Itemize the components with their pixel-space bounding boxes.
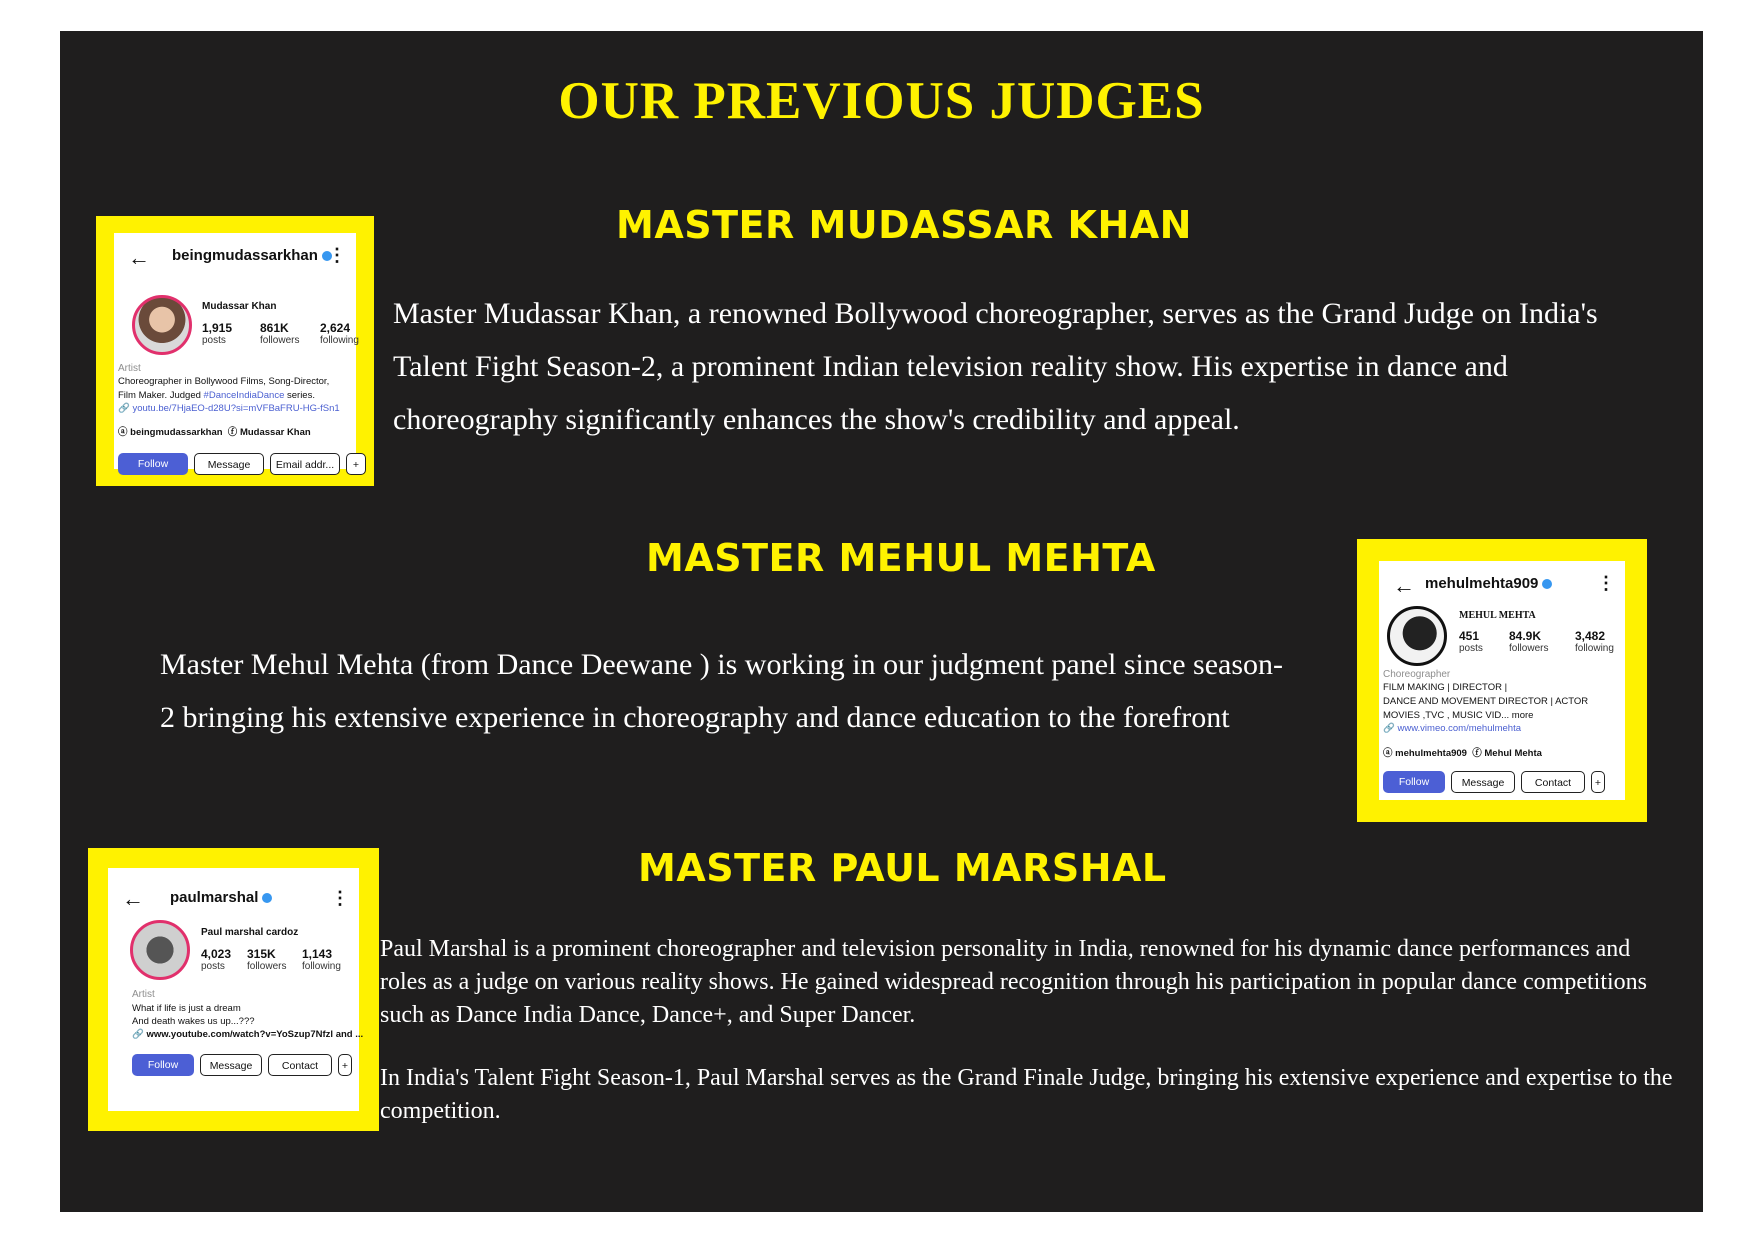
following-count: 3,482 following [1575, 629, 1614, 654]
verified-badge-icon [262, 893, 272, 903]
judge-bio-paul-p1: Paul Marshal is a prominent choreographer and television personality in India, renowned for his dynamic dance performances and roles as a judge on various reality shows. He gained widespread recognition through his participation in popular dance competitions such as Dance India Dance, Dance+, and Super Dancer. [380, 936, 1648, 1028]
following-count: 2,624 following [320, 321, 359, 346]
profile-link: 🔗 youtu.be/7HjaEO-d28U?si=mVFBaFRU-HG-fSn1 [118, 403, 340, 414]
followers-count: 861K followers [260, 321, 300, 346]
profile-bio-line: FILM MAKING | DIRECTOR | [1383, 682, 1508, 693]
profile-category: Artist [132, 989, 155, 1000]
profile-bio-line: Film Maker. Judged #DanceIndiaDance series. [118, 390, 315, 401]
profile-full-name: Paul marshal cardoz [201, 927, 299, 938]
contact-button: Contact [268, 1054, 332, 1076]
judge-bio-mudassar: Master Mudassar Khan, a renowned Bollywood choreographer, serves as the Grand Judge on India's Talent Fight Season-2, a prominent Indian television reality show. His expertise in dance and choreography significantly enhances the show's credibility and appeal. [393, 297, 1598, 436]
judge-bio-paul-p2: In India's Talent Fight Season-1, Paul Marshal serves as the Grand Finale Judge, bringing his extensive experience and expertise to the competition. [380, 1065, 1673, 1124]
verified-badge-icon [1542, 579, 1552, 589]
profile-category: Artist [118, 363, 141, 374]
more-options-icon: ⋮ [331, 888, 349, 908]
profile-social-links: ⓐ beingmudassarkhan ⓕ Mudassar Khan [118, 427, 311, 438]
judge-name-mehul: MASTER MEHUL MEHTA [646, 536, 1156, 580]
profile-screenshot [114, 233, 360, 471]
followers-count: 84.9K followers [1509, 629, 1549, 654]
profile-link: 🔗 www.youtube.com/watch?v=YoSzup7Nfzl and ... [132, 1029, 364, 1040]
back-arrow-icon: ← [122, 886, 144, 911]
message-button: Message [1451, 771, 1515, 793]
follow-button: Follow [118, 453, 188, 475]
profile-screenshot [108, 868, 364, 1111]
back-arrow-icon: ← [128, 245, 150, 270]
profile-handle: paulmarshal [170, 889, 272, 906]
profile-full-name: Mudassar Khan [202, 301, 277, 312]
judges-panel [60, 31, 1703, 1212]
more-options-icon: ⋮ [1597, 573, 1615, 593]
page-title: OUR PREVIOUS JUDGES [558, 72, 1205, 130]
avatar [130, 920, 190, 980]
avatar [132, 295, 192, 355]
profile-social-links: ⓐ mehulmehta909 ⓕ Mehul Mehta [1383, 748, 1542, 759]
profile-bio-line: Choreographer in Bollywood Films, Song-Director, [118, 376, 330, 387]
profile-full-name: MEHUL MEHTA [1459, 610, 1536, 621]
profile-handle: beingmudassarkhan [172, 247, 332, 264]
posts-count: 4,023 posts [201, 947, 232, 972]
profile-bio-line: MOVIES ,TVC , MUSIC VID... more [1383, 710, 1534, 721]
more-options-icon: ⋮ [328, 245, 346, 265]
follow-button: Follow [1383, 771, 1445, 793]
posts-count: 451 posts [1459, 629, 1483, 654]
contact-button: Contact [1521, 771, 1585, 793]
avatar [1387, 606, 1447, 666]
judge-name-mudassar: MASTER MUDASSAR KHAN [616, 203, 1192, 247]
profile-bio-line: DANCE AND MOVEMENT DIRECTOR | ACTOR [1383, 696, 1589, 707]
back-arrow-icon: ← [1393, 573, 1415, 598]
profile-link: 🔗 www.vimeo.com/mehulmehta [1383, 723, 1522, 734]
posts-count: 1,915 posts [202, 321, 233, 346]
profile-card-mehul [1357, 539, 1647, 822]
profile-card-mudassar [96, 216, 374, 486]
judge-name-paul: MASTER PAUL MARSHAL [638, 846, 1167, 890]
add-user-icon: + [1591, 771, 1605, 793]
profile-card-paul [88, 848, 379, 1131]
profile-category: Choreographer [1383, 669, 1451, 680]
judge-bio-mehul: Master Mehul Mehta (from Dance Deewane ) is working in our judgment panel since season-2 bringing his extensive experience in choreography and dance education to the forefront [160, 648, 1283, 734]
follow-button: Follow [132, 1054, 194, 1076]
followers-count: 315K followers [247, 947, 287, 972]
profile-bio-line: What if life is just a dream [132, 1003, 241, 1014]
email-button: Email addr... [270, 453, 340, 475]
profile-handle: mehulmehta909 [1425, 575, 1552, 592]
profile-bio-line: And death wakes us up...??? [132, 1016, 255, 1027]
following-count: 1,143 following [302, 947, 341, 972]
profile-screenshot [1379, 561, 1625, 800]
add-user-icon: + [346, 453, 366, 475]
add-user-icon: + [338, 1054, 352, 1076]
message-button: Message [194, 453, 264, 475]
message-button: Message [200, 1054, 262, 1076]
